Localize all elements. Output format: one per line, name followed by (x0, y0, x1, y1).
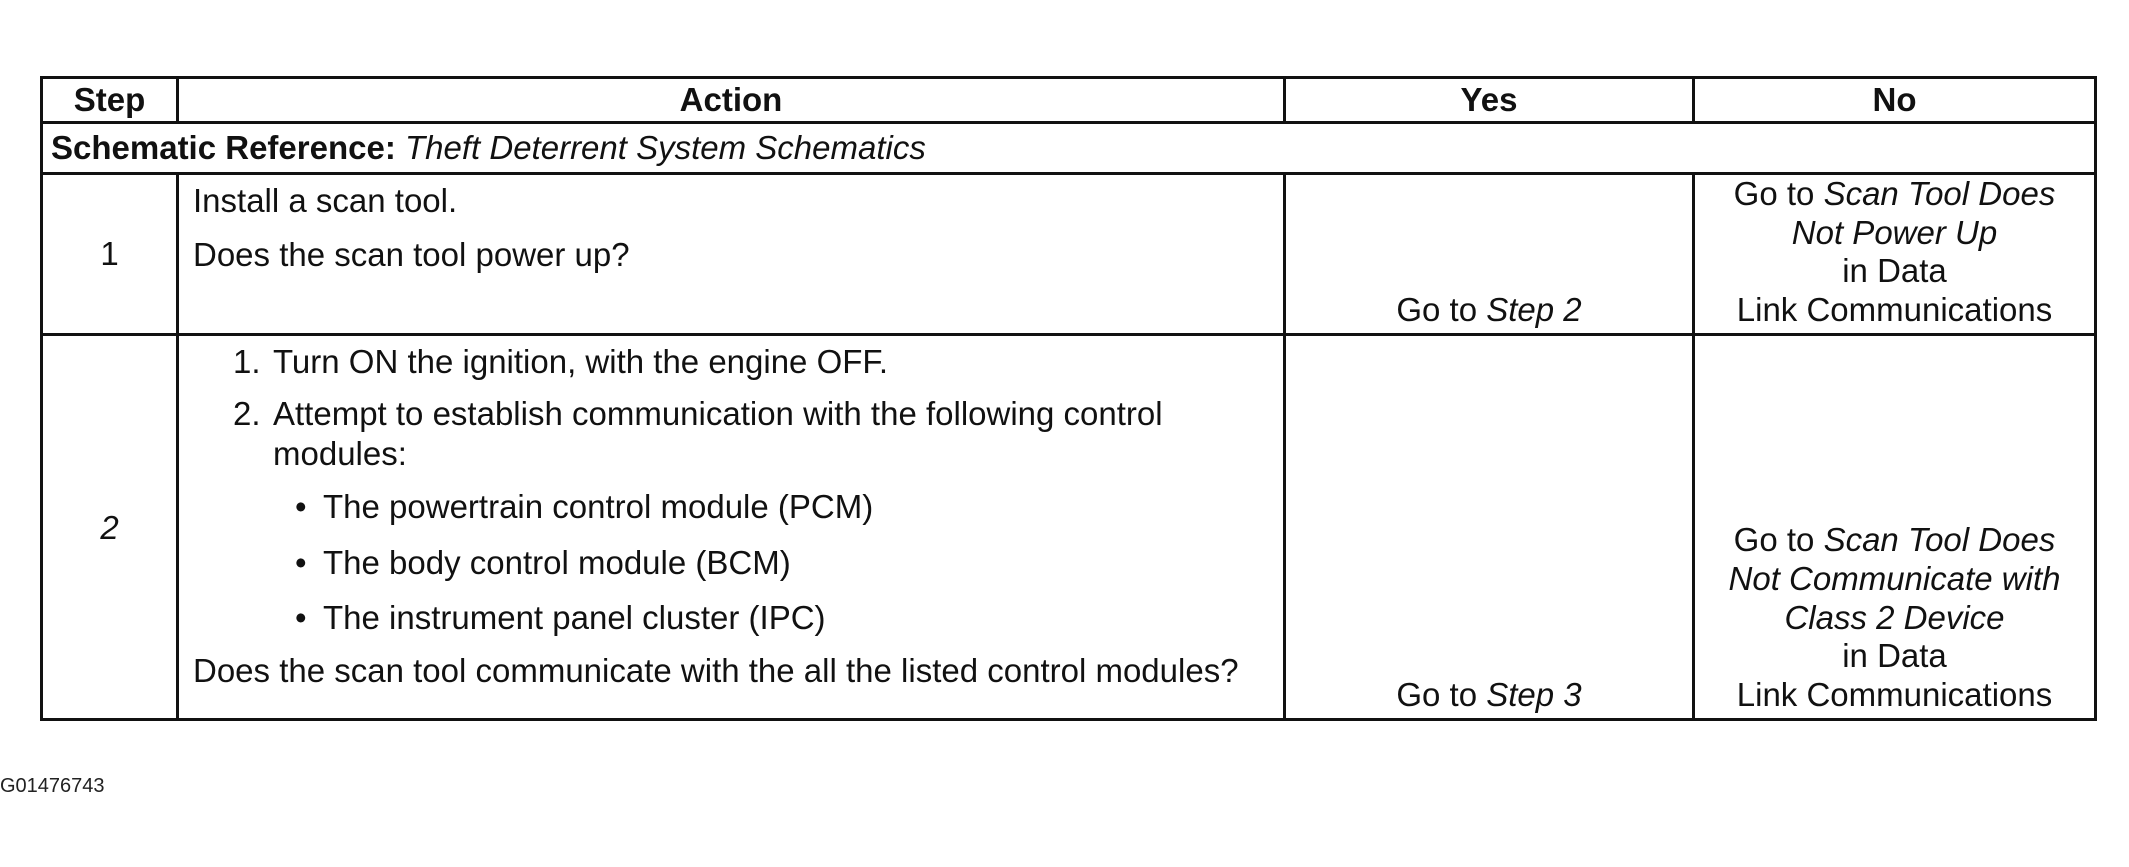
yes-step-link[interactable]: Step 3 (1486, 675, 1582, 713)
schematic-reference-row (42, 123, 2096, 174)
item-text: Turn ON the ignition, with the engine OFF. (273, 343, 889, 381)
no-link-line1[interactable]: Scan Tool Does (1823, 521, 2056, 559)
no-link-line2[interactable]: Not Power Up (1791, 213, 1998, 251)
action-instruction: Install a scan tool. (193, 182, 458, 219)
item-number: 1. (233, 343, 261, 381)
no-link-line3[interactable]: Class 2 Device (1784, 598, 2005, 636)
header-action: Action (178, 78, 1285, 123)
action-cell (178, 174, 1285, 335)
no-link-line1[interactable]: Scan Tool Does (1823, 175, 2056, 212)
module-name: The instrument panel cluster (IPC) (323, 599, 826, 637)
schematic-reference-link[interactable]: Theft Deterrent System Schematics (405, 129, 926, 167)
item-number: 2. (233, 395, 261, 433)
yes-prefix: Go to (1396, 290, 1487, 328)
header-step: Step (42, 78, 178, 123)
module-name: The body control module (BCM) (323, 543, 791, 581)
no-cell (1694, 335, 2096, 720)
table-row (42, 335, 2096, 720)
module-list (273, 487, 1269, 638)
no-suffix-line2: Link Communications (1736, 675, 2053, 713)
list-item (233, 394, 1269, 638)
schematic-reference (42, 123, 2096, 174)
bullet-icon: • (295, 599, 307, 637)
step-number: 1 (42, 174, 178, 335)
list-item (233, 342, 1269, 382)
header-row (42, 78, 2096, 123)
diagnostic-table (40, 76, 2097, 721)
header-no: No (1694, 78, 2096, 123)
bullet-icon: • (295, 543, 307, 581)
numbered-steps (193, 342, 1269, 638)
no-suffix-line2: Link Communications (1736, 290, 2053, 328)
action-question: Does the scan tool power up? (193, 235, 630, 273)
bullet-icon: • (295, 488, 307, 526)
item-text: Attempt to establish communication with the following control modules: (273, 395, 1163, 472)
module-name: The powertrain control module (PCM) (323, 488, 874, 526)
list-item (295, 487, 1269, 527)
list-item (295, 598, 1269, 638)
figure-id: G01476743 (0, 775, 105, 797)
schematic-reference-label: Schematic Reference: (51, 129, 396, 167)
yes-prefix: Go to (1396, 675, 1487, 713)
header-yes: Yes (1285, 78, 1694, 123)
table-row (42, 174, 2096, 335)
no-suffix-line1: in Data (1842, 252, 1947, 290)
action-question: Does the scan tool communicate with the all the listed control modules? (193, 652, 1239, 689)
no-prefix: Go to (1733, 521, 1824, 559)
no-prefix: Go to (1733, 175, 1824, 212)
no-cell (1694, 174, 2096, 335)
yes-step-link[interactable]: Step 2 (1486, 290, 1582, 328)
list-item (295, 543, 1269, 583)
yes-cell (1285, 174, 1694, 335)
step-number: 2 (42, 335, 178, 720)
action-cell (178, 335, 1285, 720)
no-suffix-line1: in Data (1842, 637, 1947, 675)
yes-cell (1285, 335, 1694, 720)
no-link-line2[interactable]: Not Communicate with (1728, 560, 2061, 597)
